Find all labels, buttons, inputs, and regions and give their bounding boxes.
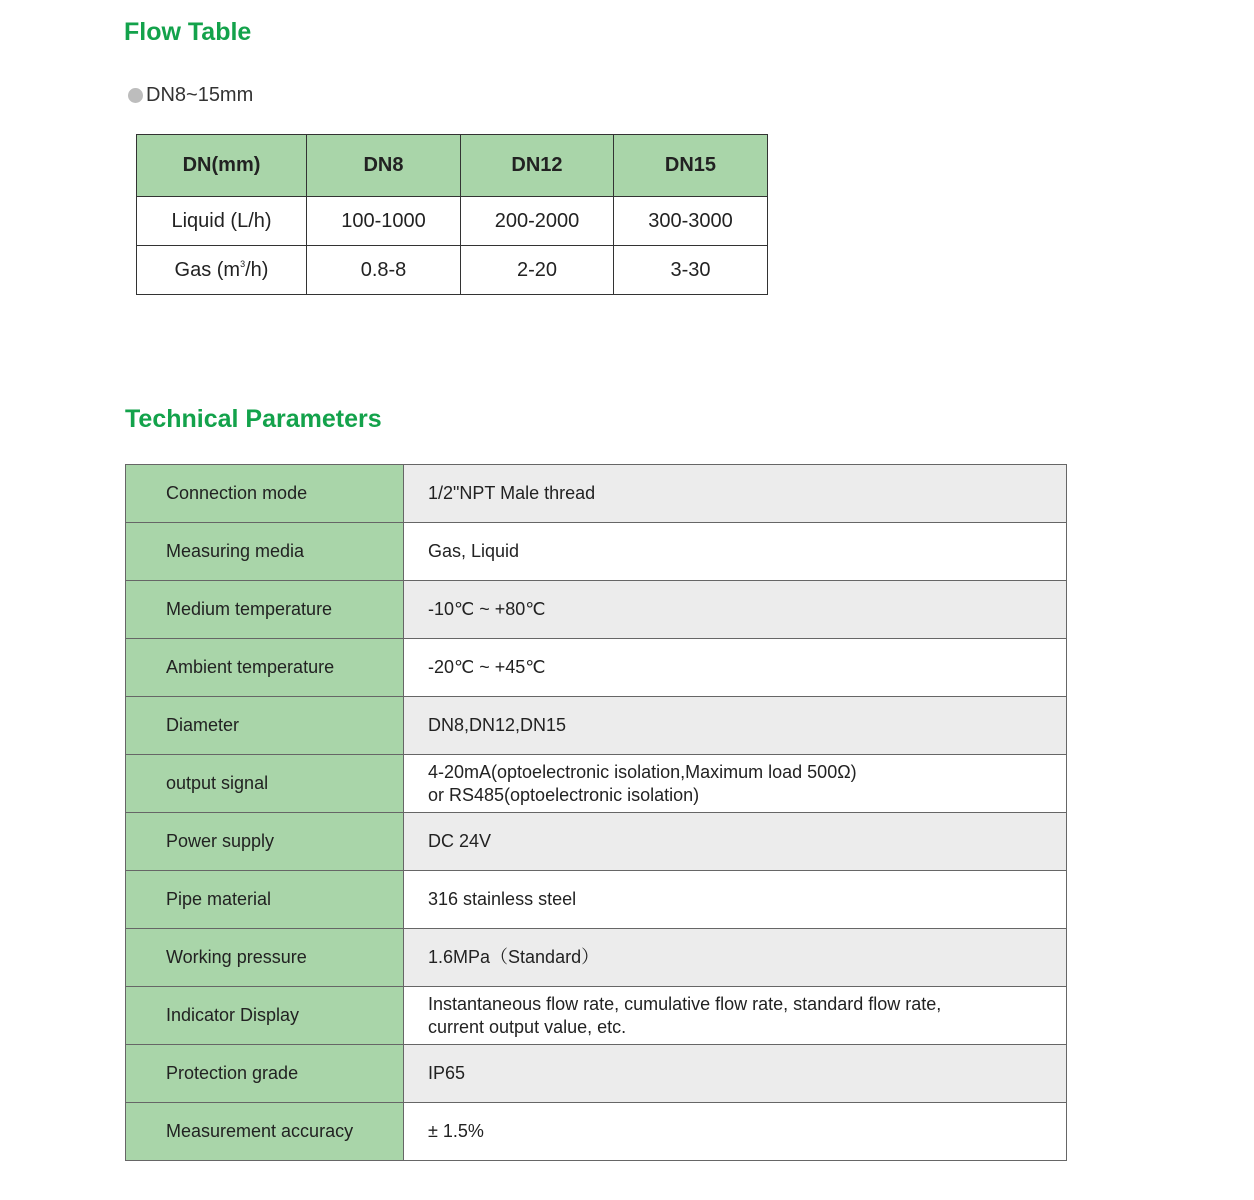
param-value-line: Instantaneous flow rate, cumulative flow rate, standard flow rate,: [428, 993, 942, 1014]
header-dn8: DN8: [307, 135, 461, 197]
table-row: [126, 813, 1067, 871]
param-name: Measurement accuracy: [126, 1103, 404, 1161]
flow-row-gas: [137, 246, 768, 295]
flow-table-header-row: [137, 135, 768, 197]
table-row: [126, 581, 1067, 639]
param-value-line: IP65: [428, 1063, 466, 1083]
param-value: [404, 581, 1067, 639]
table-row: [126, 755, 1067, 813]
gas-label-sup: 3: [240, 258, 246, 269]
param-value-line: 1.6MPa（Standard）: [428, 947, 600, 967]
table-cell: 100-1000: [307, 197, 461, 246]
param-name: Pipe material: [126, 871, 404, 929]
param-value-line: 1/2"NPT Male thread: [428, 483, 596, 503]
row-label-liquid: Liquid (L/h): [137, 197, 307, 246]
param-value: [404, 987, 1067, 1045]
tech-params-table: [125, 464, 1067, 1161]
param-name: Ambient temperature: [126, 639, 404, 697]
flow-row-liquid: [137, 197, 768, 246]
param-value-line: DN8,DN12,DN15: [428, 715, 567, 735]
tech-params-title: Technical Parameters: [125, 405, 382, 433]
table-row: [126, 523, 1067, 581]
table-cell: 300-3000: [614, 197, 768, 246]
table-row: [126, 1103, 1067, 1161]
param-name: Medium temperature: [126, 581, 404, 639]
range-label-text: DN8~15mm: [146, 84, 254, 106]
table-row: [126, 465, 1067, 523]
param-name: Power supply: [126, 813, 404, 871]
table-cell: 3-30: [614, 246, 768, 295]
param-value-line: -10℃ ~ +80℃: [428, 599, 546, 619]
row-label-gas: [137, 246, 307, 295]
table-cell: 200-2000: [461, 197, 614, 246]
param-value: [404, 929, 1067, 987]
param-value: [404, 813, 1067, 871]
param-value: [404, 1103, 1067, 1161]
param-value-line: 316 stainless steel: [428, 889, 577, 909]
table-row: [126, 639, 1067, 697]
table-row: [126, 1045, 1067, 1103]
param-name: Working pressure: [126, 929, 404, 987]
gas-label-pre: Gas (m: [174, 258, 241, 281]
header-dn12: DN12: [461, 135, 614, 197]
param-value: [404, 639, 1067, 697]
table-cell: 2-20: [461, 246, 614, 295]
param-value-line: -20℃ ~ +45℃: [428, 657, 546, 677]
param-value: [404, 871, 1067, 929]
bullet-icon: [128, 88, 143, 103]
param-value: [404, 1045, 1067, 1103]
flow-table: [136, 134, 768, 295]
param-value-line: or RS485(optoelectronic isolation): [428, 784, 700, 805]
param-value-line: DC 24V: [428, 831, 492, 851]
table-cell: 0.8-8: [307, 246, 461, 295]
param-name: Indicator Display: [126, 987, 404, 1045]
flow-table-title: Flow Table: [124, 18, 252, 46]
table-row: [126, 987, 1067, 1045]
param-name: output signal: [126, 755, 404, 813]
table-row: [126, 929, 1067, 987]
param-value-line: 4-20mA(optoelectronic isolation,Maximum load 500Ω): [428, 761, 857, 782]
param-value: [404, 697, 1067, 755]
header-dn-mm: DN(mm): [137, 135, 307, 197]
param-name: Protection grade: [126, 1045, 404, 1103]
param-value: [404, 523, 1067, 581]
table-row: [126, 697, 1067, 755]
param-name: Diameter: [126, 697, 404, 755]
param-value: [404, 465, 1067, 523]
param-value-line: Gas, Liquid: [428, 541, 520, 561]
table-row: [126, 871, 1067, 929]
param-value-line: ± 1.5%: [428, 1121, 484, 1141]
param-name: Measuring media: [126, 523, 404, 581]
header-dn15: DN15: [614, 135, 768, 197]
param-value: [404, 755, 1067, 813]
range-label: [128, 84, 253, 107]
param-value-line: current output value, etc.: [428, 1016, 627, 1037]
gas-label-post: /h): [245, 258, 269, 281]
param-name: Connection mode: [126, 465, 404, 523]
